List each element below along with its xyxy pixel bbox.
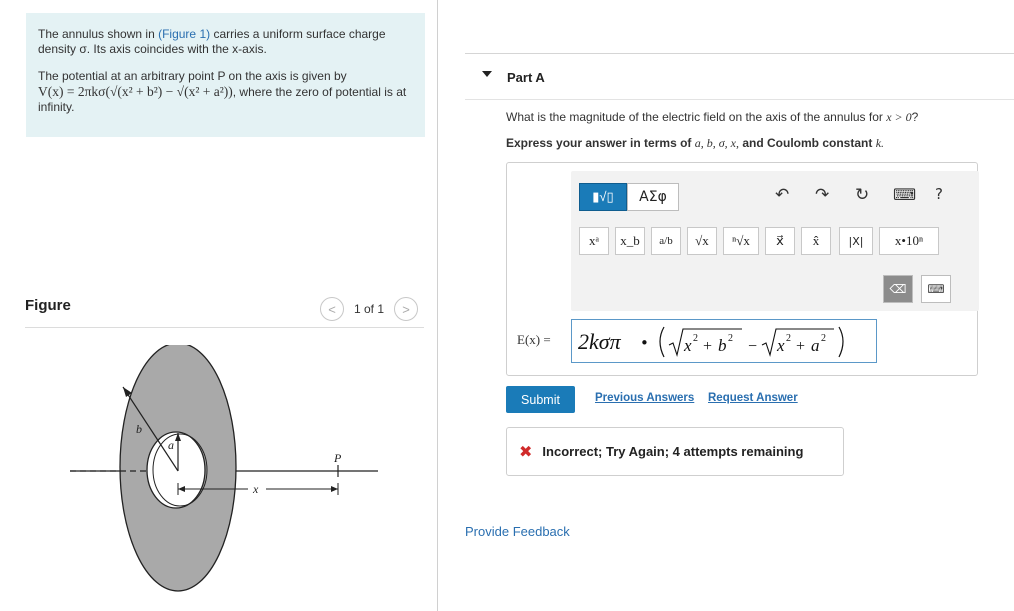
sqrt1-plus: +	[703, 338, 713, 355]
incorrect-icon: ✖	[519, 442, 533, 461]
feedback-message	[506, 427, 844, 476]
keyboard-shortcuts-icon[interactable]: ⌨	[893, 185, 917, 204]
delete-button[interactable]	[883, 275, 913, 303]
sqrt1-b: b	[718, 336, 727, 355]
label-b: b	[136, 422, 142, 436]
answer-expression	[576, 321, 876, 361]
redo-icon[interactable]: ↷	[815, 185, 830, 205]
question-text	[506, 110, 918, 125]
figure-divider	[25, 327, 424, 328]
question-prefix: What is the magnitude of the electric field on the axis of the annulus for	[506, 110, 883, 124]
left-panel	[0, 0, 438, 611]
figure-prev-button[interactable]	[320, 297, 344, 321]
instruction-suffix: and Coulomb constant	[742, 136, 873, 150]
sqrt1-b-exp: 2	[728, 333, 733, 344]
question-suffix: ?	[911, 110, 919, 124]
subscript-button[interactable]: x_b	[615, 227, 645, 255]
backspace-icon: ⌫	[889, 282, 907, 296]
math-toolbar	[571, 171, 979, 311]
reset-icon[interactable]: ↻	[855, 185, 870, 205]
superscript-button[interactable]: xᵃ	[579, 227, 609, 255]
problem-intro	[38, 27, 413, 57]
intro-rest: carries a uniform surface charge density σ. Its axis coincides with the x-axis.	[38, 27, 386, 56]
figure-next-button[interactable]	[394, 297, 418, 321]
answer-input[interactable]	[571, 319, 877, 363]
sqrt1-exp: 2	[693, 333, 698, 344]
intro-text: The annulus shown in	[38, 27, 155, 41]
templates-button[interactable]	[579, 183, 627, 211]
request-answer-link[interactable]: Request Answer	[708, 392, 798, 404]
chevron-left-icon: <	[328, 301, 336, 317]
vector-button[interactable]: x⃗	[765, 227, 795, 255]
nth-root-button[interactable]: ⁿ√x	[723, 227, 759, 255]
potential-tail: , where the zero of potential is at infinity.	[38, 85, 407, 114]
problem-statement	[26, 13, 425, 137]
instruction-text	[506, 136, 884, 151]
keyboard-toggle-button[interactable]	[921, 275, 951, 303]
x-dim-arrow-right	[331, 486, 338, 492]
sqrt1-x: x	[684, 336, 692, 355]
question-condition: x > 0	[886, 110, 912, 124]
part-a-header[interactable]	[465, 53, 1014, 100]
previous-answers-link[interactable]: Previous Answers	[595, 392, 695, 404]
feedback-text: Incorrect; Try Again; 4 attempts remaining	[542, 444, 804, 459]
answer-bullet: •	[640, 334, 649, 352]
sqrt-button[interactable]: √x	[687, 227, 717, 255]
label-p: P	[334, 451, 342, 465]
figure-link[interactable]: (Figure 1)	[158, 27, 211, 41]
potential-text: The potential at an arbitrary point P on the axis is given by	[38, 69, 347, 83]
submit-button[interactable]: Submit	[506, 386, 575, 413]
help-icon[interactable]: ?	[935, 185, 943, 203]
unit-vector-button[interactable]: x̂	[801, 227, 831, 255]
sqrt2-exp: 2	[786, 333, 791, 344]
label-a: a	[168, 438, 174, 452]
left-paren	[660, 327, 664, 357]
sqrt2-plus: +	[796, 338, 806, 355]
annulus-hole	[147, 432, 205, 508]
potential-formula: V(x) = 2πkσ(√(x² + b²) − √(x² + a²))	[38, 84, 233, 99]
annulus-figure	[60, 345, 390, 600]
keyboard-icon: ⌨	[927, 282, 945, 296]
absolute-value-button[interactable]: |X|	[839, 227, 873, 255]
sqrt2-a-exp: 2	[821, 333, 826, 344]
provide-feedback-link[interactable]: Provide Feedback	[465, 524, 570, 539]
fraction-button[interactable]: a/b	[651, 227, 681, 255]
chevron-right-icon: >	[402, 301, 410, 317]
instruction-vars: a, b, σ, x,	[694, 136, 739, 150]
right-paren	[839, 327, 843, 357]
caret-down-icon	[482, 71, 492, 77]
minus-sign: −	[748, 338, 758, 355]
undo-icon[interactable]: ↶	[775, 185, 790, 205]
label-x: x	[253, 482, 259, 496]
template-icon: ▮√▯	[592, 189, 614, 204]
instruction-k: k.	[875, 136, 885, 150]
greek-symbols-button[interactable]: ΑΣφ	[627, 183, 679, 211]
answer-label: E(x) =	[517, 332, 551, 347]
instruction-prefix: Express your answer in terms of	[506, 136, 692, 150]
problem-potential	[38, 69, 413, 115]
scientific-notation-button[interactable]: x•10ⁿ	[879, 227, 939, 255]
sqrt2-x: x	[777, 336, 785, 355]
sqrt2-a: a	[811, 336, 820, 355]
answer-coefficient: 2kσπ	[578, 329, 621, 354]
figure-label: Figure	[25, 297, 71, 314]
figure-navigation	[320, 297, 418, 321]
figure-counter: 1 of 1	[354, 302, 385, 316]
part-title: Part A	[507, 70, 545, 85]
answer-editor	[506, 162, 978, 376]
